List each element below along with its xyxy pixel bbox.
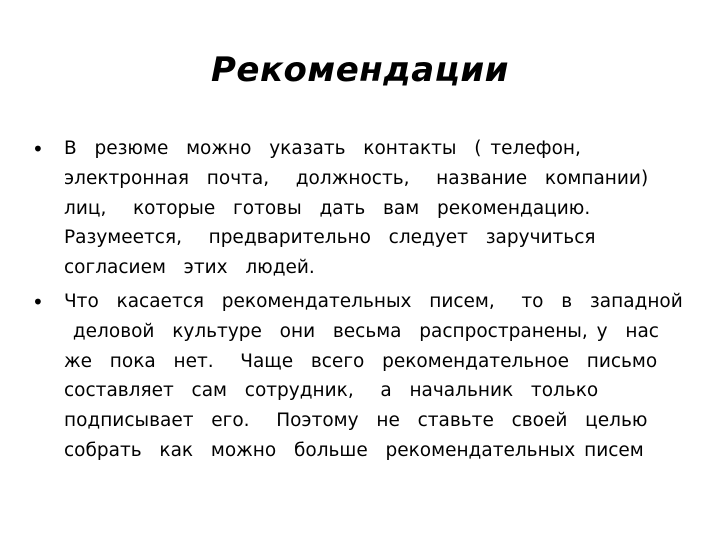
bullet-line: согласием этих людей. (64, 257, 315, 279)
bullet-dot-icon: • (32, 137, 44, 161)
bullet-line: собрать как можно больше рекомендательных писем (64, 439, 644, 461)
bullet-line: электронная почта, должность, название компании) (64, 167, 649, 189)
bullet-item-2 (30, 287, 690, 466)
bullet-line: В резюме можно указать контакты ( телефон, (64, 138, 581, 159)
bullet-line: же пока нет. Чаще всего рекомендательное письмо (64, 350, 658, 372)
bullet-list (30, 134, 690, 470)
bullet-line: подписывает его. Поэтому не ставьте своей целью (64, 410, 648, 432)
bullet-line: составляет сам сотрудник, а начальник только (64, 380, 599, 402)
bullet-line: лиц, которые готовы дать вам рекомендацию. (64, 197, 591, 219)
bullet-line: деловой культуре они весьма распространены, у нас (64, 320, 659, 342)
bullet-dot-icon: • (32, 289, 44, 314)
bullet-item-1 (30, 134, 690, 283)
bullet-line: Что касается рекомендательных писем, то в западной (64, 290, 683, 312)
bullet-line: Разумеется, предварительно следует заручиться (64, 227, 596, 249)
slide-title: Рекомендации (210, 50, 509, 90)
